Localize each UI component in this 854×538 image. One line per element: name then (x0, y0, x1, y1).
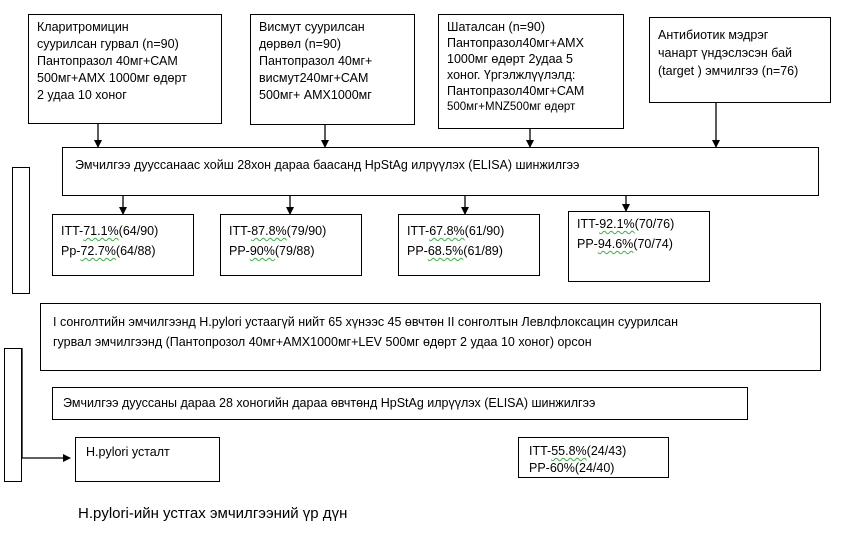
result-box-bismuth (220, 214, 362, 276)
result-box-sequential (398, 214, 540, 276)
regimen-box-targeted (649, 17, 831, 103)
regimen-line: (target ) эмчилгээ (n=76) (658, 64, 799, 78)
result-box-targeted (568, 211, 710, 282)
itt-result: ITT-92.1%(70/76) (577, 217, 675, 231)
second-line-text: I сонголтийн эмчилгээнд H.pylori устаагүй нийт 65 хүнээс 45 өвчтөн II сонголтын Левлфлоксацин суурилсан (53, 315, 678, 329)
second-result-box (518, 437, 669, 478)
pp-result: Pp-72.7%(64/88) (61, 244, 156, 258)
left-bracket-first-line (12, 167, 30, 294)
itt-result: ITT-55.8%(24/43) (529, 444, 627, 458)
regimen-line: Висмут суурилсан (259, 20, 365, 34)
regimen-box-clarithromycin (28, 14, 222, 124)
regimen-line: 1000мг өдөрт 2удаа 5 (447, 52, 573, 66)
pp-result: PP-60%(24/40) (529, 461, 615, 475)
first-test-box (62, 147, 819, 196)
regimen-line: Кларитромицин (37, 20, 129, 34)
result-box-clarithromycin (52, 214, 194, 276)
left-bracket-second-line (4, 348, 22, 482)
pp-result: PP-68.5%(61/89) (407, 244, 503, 258)
second-test-box (52, 387, 748, 420)
itt-result: ITT-67.8%(61/90) (407, 224, 505, 238)
figure-caption: H.pylori-ийн устгах эмчилгээний үр дүн (78, 505, 348, 522)
regimen-line: Пантопразол 40мг+ (259, 54, 373, 68)
pp-result: PP-90%(79/88) (229, 244, 315, 258)
regimen-line: 500мг+MNZ500мг өдөрт (447, 101, 576, 113)
regimen-line: хоног. Үргэлжлүүлэлд: (447, 68, 576, 82)
eradication-label: H.pylori усталт (86, 445, 170, 459)
regimen-line: Пантопразол40мг+САМ (447, 84, 585, 98)
second-line-text: гурвал эмчилгээнд (Пантопрозол 40мг+АМХ1000мг+LEV 500мг өдөрт 2 удаа 10 хоног) орсон (53, 335, 592, 349)
itt-result: ITT-71.1%(64/90) (61, 224, 159, 238)
regimen-line: Шаталсан (n=90) (447, 20, 546, 34)
regimen-line: Антибиотик мэдрэг (658, 28, 769, 42)
regimen-line: 500мг+ АМХ1000мг (259, 88, 372, 102)
itt-result: ITT-87.8%(79/90) (229, 224, 327, 238)
regimen-line: Пантопразол40мг+АМХ (447, 36, 584, 50)
regimen-box-sequential (438, 14, 624, 129)
regimen-line: 2 удаа 10 хоног (37, 88, 127, 102)
pp-result: PP-94.6%(70/74) (577, 237, 673, 251)
regimen-line: дөрвөл (n=90) (259, 37, 342, 51)
eradication-box (75, 437, 220, 482)
first-test-text: Эмчилгээ дууссанаас хойш 28хон дараа баасанд HpStAg илрүүлэх (ELISA) шинжилгээ (75, 158, 580, 172)
regimen-line: Пантопразол 40мг+САМ (37, 54, 178, 68)
regimen-line: суурилсан гурвал (n=90) (37, 37, 179, 51)
regimen-line: 500мг+АМХ 1000мг өдөрт (37, 71, 187, 85)
second-line-box (40, 303, 821, 371)
regimen-box-bismuth (250, 14, 415, 125)
second-test-text: Эмчилгээ дууссаны дараа 28 хоногийн дараа өвчтөнд HpStAg илрүүлэх (ELISA) шинжилгээ (63, 396, 596, 410)
regimen-line: висмут240мг+САМ (259, 71, 369, 85)
regimen-line: чанарт үндэслэсэн бай (658, 46, 793, 60)
